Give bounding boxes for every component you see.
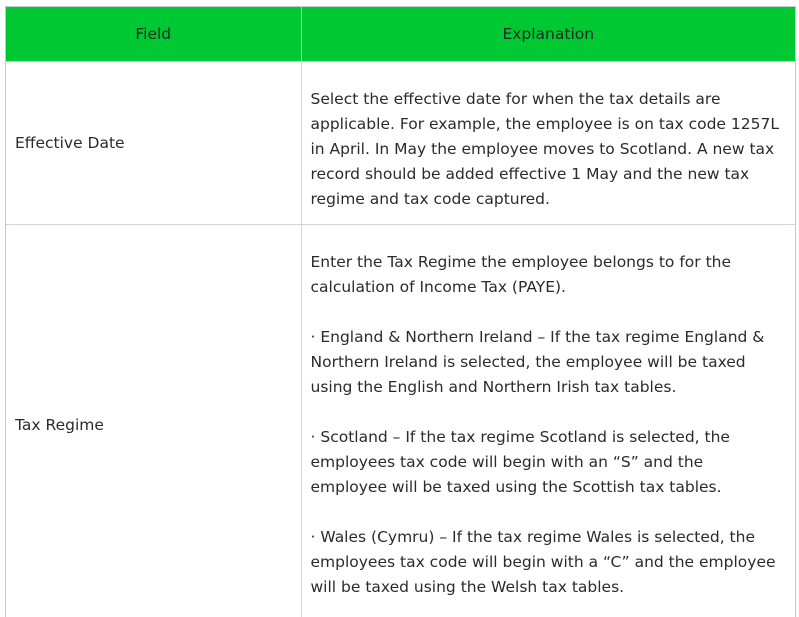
column-header-explanation: Explanation: [301, 7, 795, 62]
field-explanation: [301, 225, 795, 617]
explanation-paragraph: Select the effective date for when the tax details are applicable. For example, the employee is on tax code 1257L in April. In May the employee moves to Scotland. A new tax record should be added effective 1 May and the new tax regime and tax code captured.: [310, 89, 779, 208]
table-row: [6, 225, 795, 617]
explanation-bullet-scotland: · Scotland – If the tax regime Scotland is selected, the employees tax code will begin with an “S” and the employee will be taxed using the Scottish tax tables.: [310, 428, 730, 496]
table-row: [6, 62, 795, 225]
field-name: Effective Date: [6, 62, 301, 225]
tax-details-table-container: [5, 6, 796, 617]
field-explanation: [301, 62, 795, 225]
explanation-bullet-wales: · Wales (Cymru) – If the tax regime Wales is selected, the employees tax code will begin with a “C” and the employee will be taxed using the Welsh tax tables.: [310, 528, 776, 596]
explanation-bullet-england: · England & Northern Ireland – If the tax regime England & Northern Ireland is selected, the employee will be taxed using the English and Northern Irish tax tables.: [310, 328, 765, 396]
explanation-paragraph: Enter the Tax Regime the employee belongs to for the calculation of Income Tax (PAYE).: [310, 253, 732, 296]
table-header-row: [6, 7, 795, 62]
tax-details-table: [6, 7, 795, 617]
column-header-field: Field: [6, 7, 301, 62]
field-name: Tax Regime: [6, 225, 301, 617]
